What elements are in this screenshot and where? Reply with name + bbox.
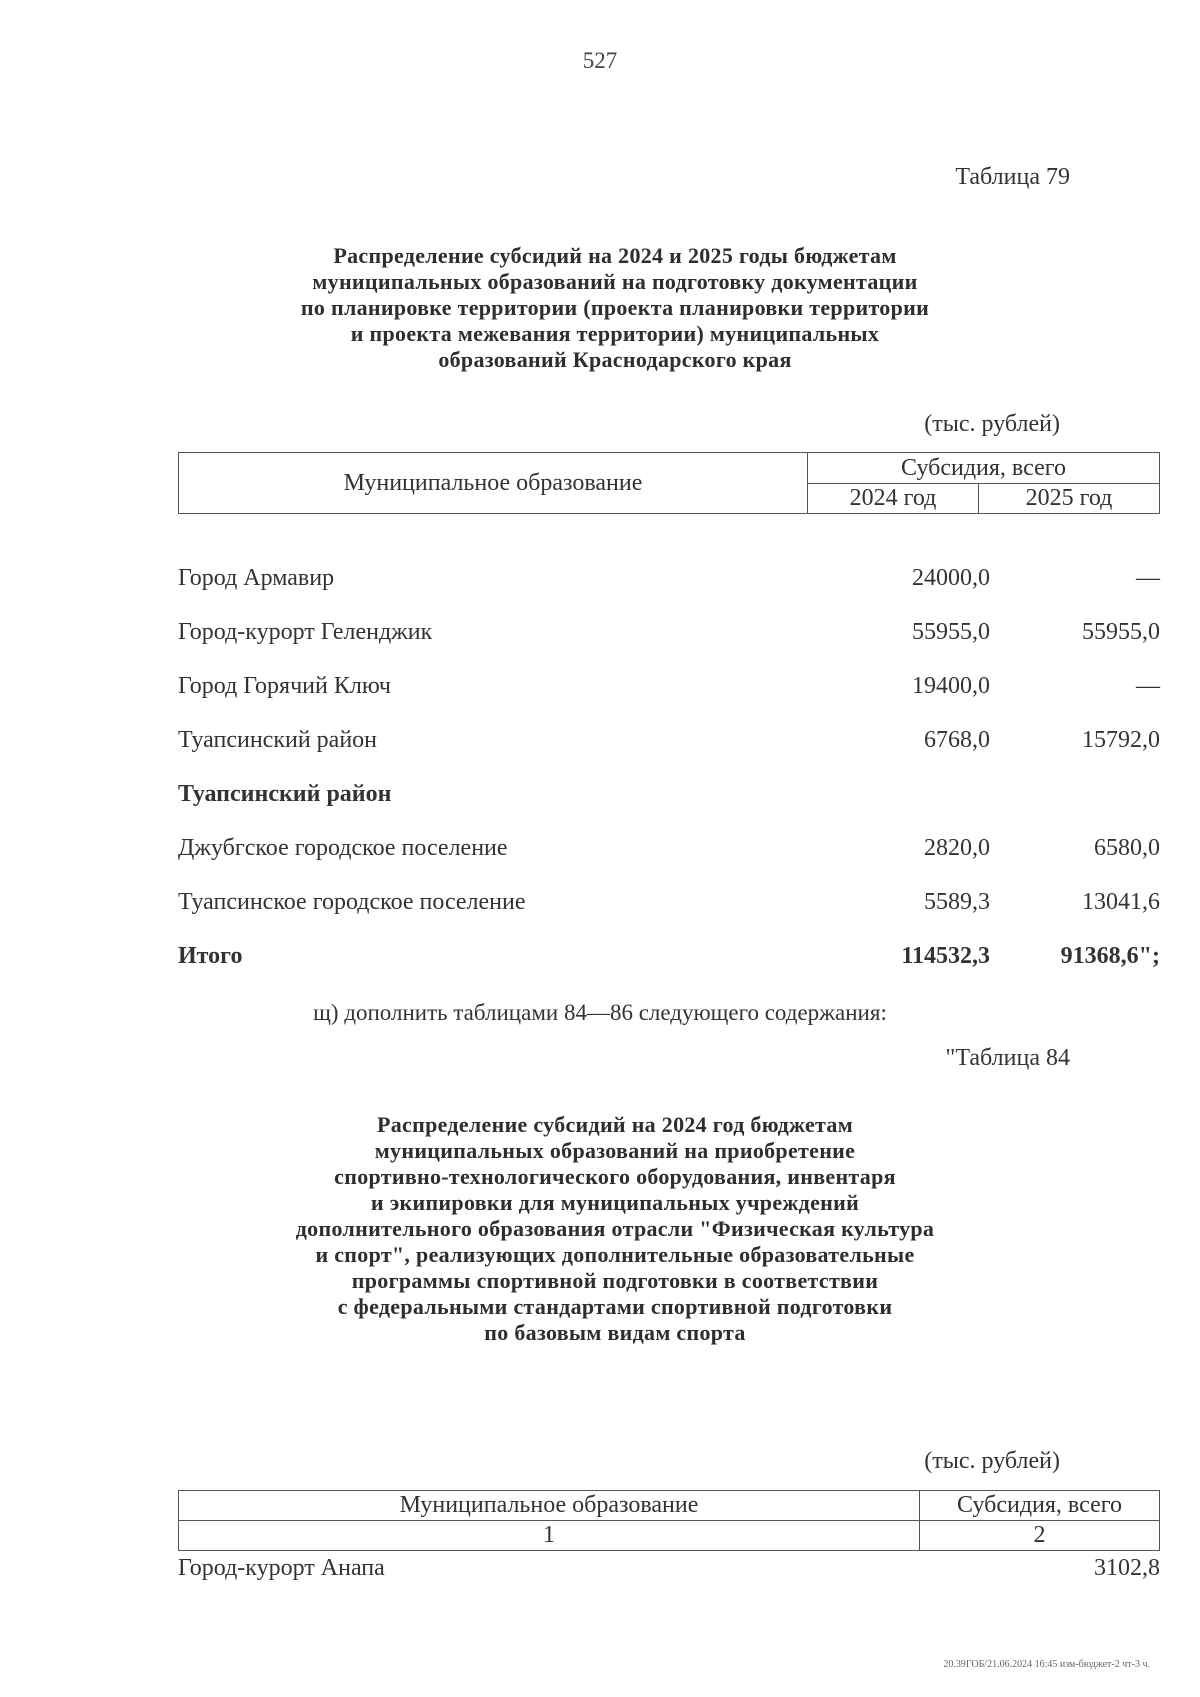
row-name: Джубгское городское поселение [178,835,508,861]
header-municipality: Муниципальное образование [179,453,808,514]
value-2024: 55955,0 [912,619,990,645]
row-name: Город-курорт Анапа [178,1555,385,1581]
row-name: Город Армавир [178,565,335,591]
value-2024: 6768,0 [924,727,990,753]
table-84-title [200,1112,1030,1346]
amendment-note: щ) дополнить таблицами 84—86 следующего содержания: [313,1000,887,1025]
title-line: муниципальных образований на подготовку документации [312,269,918,294]
footer-stamp: 20.39ГОБ/21.06.2024 16:45 изм-бюджет-2 чт-3 ч. [943,1659,1150,1670]
header-year-2025: 2025 год [979,484,1160,514]
table-84-label: "Таблица 84 [945,1045,1070,1071]
header-subsidy-total: Субсидия, всего [920,1491,1160,1521]
title-line: спортивно-технологического оборудования, инвентаря [334,1164,896,1189]
table-row [178,727,1160,757]
row-name: Туапсинское городское поселение [178,889,526,915]
table-79-label: Таблица 79 [955,164,1070,190]
table-79-units: (тыс. рублей) [924,411,1060,437]
value-2024: 19400,0 [912,673,990,699]
value-2025: 15792,0 [1082,727,1160,753]
header-col-2: 2 [920,1521,1160,1551]
row-name: Итого [178,943,243,969]
value-2024: 5589,3 [924,889,990,915]
table-row [178,565,1160,595]
value-2024: 114532,3 [901,943,990,969]
header-col-1: 1 [179,1521,920,1551]
value-2025: 91368,6"; [1060,943,1160,969]
row-name: Город Горячий Ключ [178,673,391,699]
value-2024: 2820,0 [924,835,990,861]
title-line: Распределение субсидий на 2024 и 2025 годы бюджетам [333,243,897,268]
title-line: муниципальных образований на приобретение [374,1138,856,1163]
title-line: и спорт", реализующих дополнительные образовательные [315,1242,915,1267]
title-line: и экипировки для муниципальных учреждений [370,1190,860,1215]
value-2025: 13041,6 [1082,889,1160,915]
value-2024: 24000,0 [912,565,990,591]
title-line: и проекта межевания территории) муниципальных [350,321,880,346]
title-line: по планировке территории (проекта планировки территории [300,295,930,320]
table-row [178,943,1160,973]
title-line: дополнительного образования отрасли "Физическая культура [295,1216,935,1241]
value-2025: — [1136,565,1160,591]
table-row [178,673,1160,703]
title-line: с федеральными стандартами спортивной подготовки [337,1294,893,1319]
table-84-header [178,1490,1160,1551]
table-row [178,835,1160,865]
row-name: Туапсинский район [178,781,392,807]
table-79-title [200,243,1030,373]
value-2025: 6580,0 [1094,835,1160,861]
header-year-2024: 2024 год [808,484,979,514]
table-row [178,619,1160,649]
row-name: Туапсинский район [178,727,378,753]
title-line: образований Краснодарского края [438,347,792,372]
header-municipality: Муниципальное образование [179,1491,920,1521]
table-row [178,1555,1160,1585]
table-84-units: (тыс. рублей) [924,1448,1060,1474]
title-line: Распределение субсидий на 2024 год бюджетам [377,1112,853,1137]
page-number: 527 [582,48,618,73]
value-2025: 55955,0 [1082,619,1160,645]
table-row [178,781,1160,811]
table-row [178,889,1160,919]
header-subsidy-total: Субсидия, всего [808,453,1160,484]
title-line: по базовым видам спорта [484,1320,746,1345]
row-value: 3102,8 [1094,1555,1160,1581]
row-name: Город-курорт Геленджик [178,619,433,645]
value-2025: — [1136,673,1160,699]
title-line: программы спортивной подготовки в соответствии [351,1268,879,1293]
table-79-header [178,452,1160,514]
